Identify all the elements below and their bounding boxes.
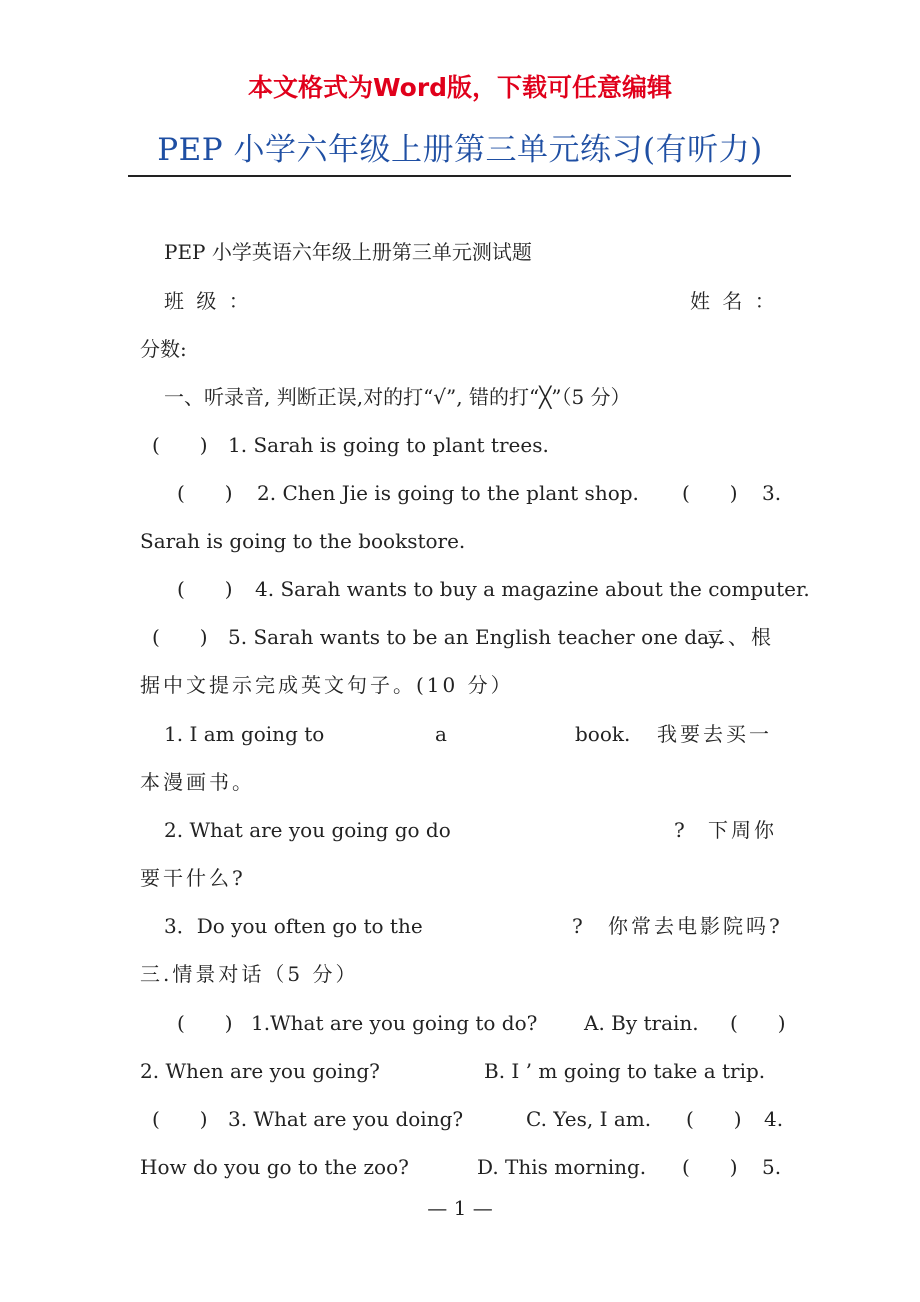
dialog-question-2: 2. When are you going?	[140, 1059, 380, 1083]
line-listening-5	[140, 621, 782, 653]
answer-bracket: ( )	[177, 577, 233, 601]
fill-item-1-hint: 我要去买一	[657, 722, 772, 746]
answer-bracket: ( )	[682, 481, 738, 505]
section-2-title-start: 二、根	[705, 625, 774, 649]
line-dialog-4	[140, 1151, 782, 1183]
title-divider	[128, 175, 791, 177]
fill-item-1-part-c: book.	[575, 722, 631, 746]
listening-item-1: 1. Sarah is going to plant trees.	[228, 433, 549, 457]
exam-subtitle: PEP 小学英语六年级上册第三单元测试题	[164, 240, 532, 264]
line-score	[140, 333, 782, 365]
dialog-question-5-number: 5.	[762, 1155, 782, 1179]
listening-item-5: 5. Sarah wants to be an English teacher one day.	[228, 625, 725, 649]
line-class-name	[140, 285, 782, 317]
line-listening-1	[140, 429, 782, 461]
answer-bracket: ( )	[177, 481, 233, 505]
dialog-question-4-number: 4.	[764, 1107, 784, 1131]
fill-item-1-part-b: a	[435, 722, 447, 746]
score-label: 分数:	[140, 337, 187, 361]
fill-item-2-part-a: 2. What are you going go do	[164, 818, 451, 842]
listening-item-2: 2. Chen Jie is going to the plant shop.	[257, 481, 639, 505]
line-subtitle	[140, 236, 782, 268]
dialog-question-3: 3. What are you doing?	[228, 1107, 464, 1131]
answer-bracket: ( )	[682, 1155, 738, 1179]
fill-item-2-hint: 下周你	[708, 818, 777, 842]
line-fill-2-hint	[140, 862, 782, 894]
line-listening-4	[140, 573, 810, 605]
fill-item-3-part-a: 3．Do you often go to the	[164, 914, 423, 938]
line-fill-2	[140, 814, 782, 846]
fill-item-3-hint: 你常去电影院吗?	[608, 914, 783, 938]
line-listening-3	[140, 525, 782, 557]
answer-bracket: ( )	[177, 1011, 233, 1035]
dialog-answer-a: A. By train.	[584, 1011, 699, 1035]
dialog-question-4: How do you go to the zoo?	[140, 1155, 409, 1179]
name-label: 姓 名 ：	[690, 289, 778, 313]
line-fill-1	[140, 718, 782, 750]
answer-bracket: ( )	[152, 1107, 208, 1131]
listening-item-4: 4. Sarah wants to buy a magazine about the computer.	[255, 577, 810, 601]
line-listening-2	[140, 477, 782, 509]
line-section-3-title	[140, 958, 782, 990]
dialog-answer-c: C. Yes, I am.	[526, 1107, 652, 1131]
fill-item-3-question-mark: ?	[572, 914, 583, 938]
document-title: PEP 小学六年级上册第三单元练习(有听力)	[157, 132, 763, 168]
listening-item-3-number: 3.	[762, 481, 782, 505]
answer-bracket: ( )	[686, 1107, 742, 1131]
section-1-title: 一、听录音, 判断正误,对的打“√”, 错的打“╳”（5 分）	[164, 385, 631, 409]
answer-bracket: ( )	[152, 625, 208, 649]
listening-item-3-text: Sarah is going to the bookstore.	[140, 529, 466, 553]
answer-bracket: ( )	[152, 433, 208, 457]
dialog-answer-b: B. I ’ m going to take a trip.	[484, 1059, 766, 1083]
dialog-question-1: 1.What are you going to do?	[251, 1011, 538, 1035]
dialog-answer-d: D. This morning.	[477, 1155, 647, 1179]
answer-bracket: ( )	[730, 1011, 786, 1035]
class-label: 班 级 ：	[164, 289, 252, 313]
line-fill-3	[140, 910, 782, 942]
fill-item-1-hint-rest: 本漫画书。	[140, 770, 255, 794]
line-section-1-title	[140, 381, 782, 413]
line-fill-1-hint	[140, 766, 782, 798]
page-number: — 1 —	[427, 1196, 493, 1220]
fill-item-2-question-mark: ?	[674, 818, 685, 842]
section-2-title-rest: 据中文提示完成英文句子。(10 分）	[140, 673, 514, 697]
line-section-2-title	[140, 669, 782, 701]
fill-item-2-hint-rest: 要干什么?	[140, 866, 246, 890]
fill-item-1-part-a: 1. I am going to	[164, 722, 325, 746]
line-dialog-1	[140, 1007, 786, 1039]
line-dialog-2	[140, 1055, 782, 1087]
section-3-title: 三.情景对话（5 分）	[140, 962, 359, 986]
download-notice: 本文格式为Word版，下载可任意编辑	[247, 73, 673, 102]
line-dialog-3	[140, 1103, 782, 1135]
